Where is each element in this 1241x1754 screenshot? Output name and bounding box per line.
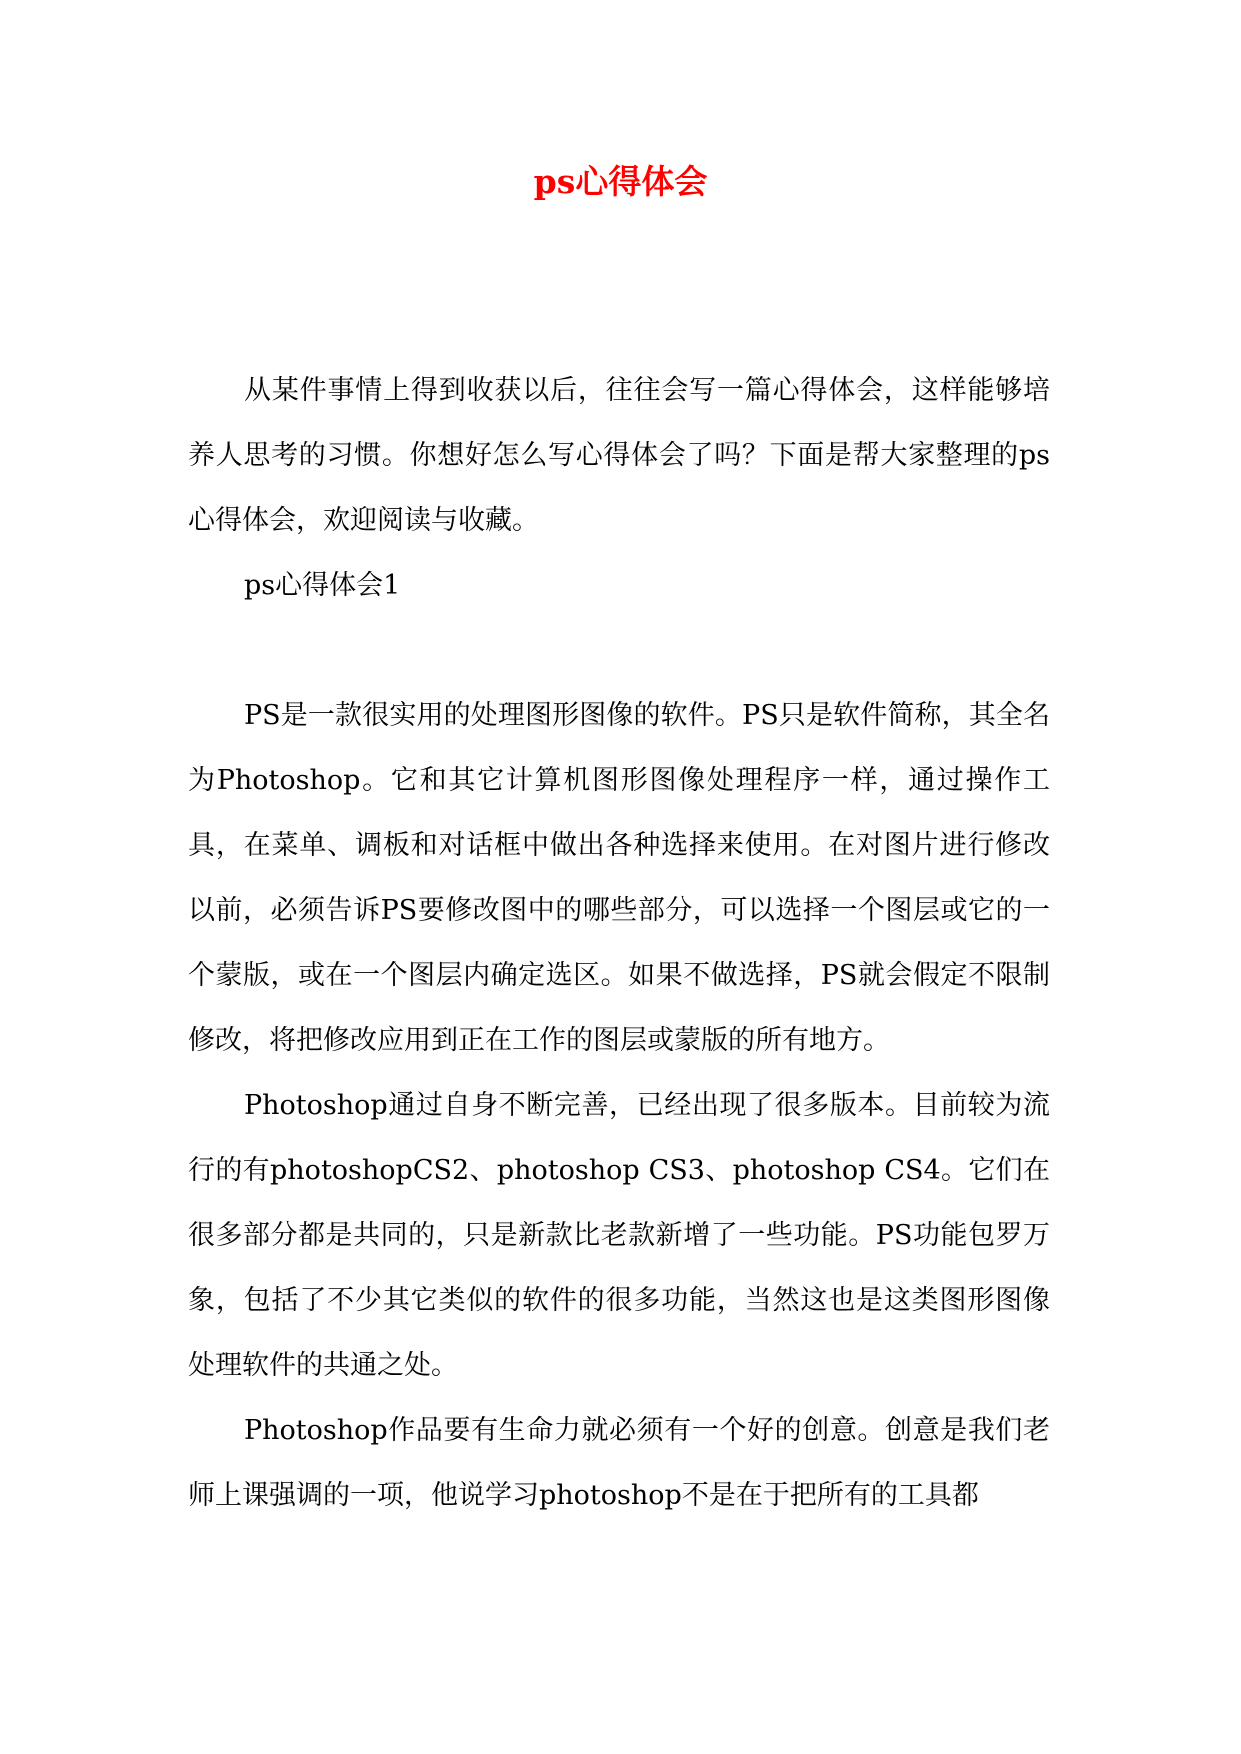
body-paragraph: Photoshop作品要有生命力就必须有一个好的创意。创意是我们老师上课强调的一项，他说学习photoshop不是在于把所有的工具都: [188, 1415, 1050, 1511]
body-paragraph: PS是一款很实用的处理图形图像的软件。PS只是软件简称，其全名为Photoshop。它和其它计算机图形图像处理程序一样，通过操作工具，在菜单、调板和对话框中做出各种选择来使用。在对图片进行修改以前，必须告诉PS要修改图中的哪些部分，可以选择一个图层或它的一个蒙版，或在一个图层内确定选区。如果不做选择，PS就会假定不限制修改，将把修改应用到正在工作的图层或蒙版的所有地方。: [188, 700, 1050, 1056]
body-paragraph: Photoshop通过自身不断完善，已经出现了很多版本。目前较为流行的有photoshopCS2、photoshop CS3、photoshop CS4。它们在很多部分都是共同的，只是新款比老款新增了一些功能。PS功能包罗万象，包括了不少其它类似的软件的很多功能，当然这也是这类图形图像处理软件的共通之处。: [188, 1090, 1050, 1381]
document-title: ps心得体会: [533, 162, 708, 201]
section-spacer: [188, 618, 1050, 683]
intro-paragraph: 从某件事情上得到收获以后，往往会写一篇心得体会，这样能够培养人思考的习惯。你想好怎么写心得体会了吗？下面是帮大家整理的ps心得体会，欢迎阅读与收藏。: [188, 375, 1050, 536]
section-heading: ps心得体会1: [244, 570, 401, 601]
document-body: [188, 358, 1050, 1528]
